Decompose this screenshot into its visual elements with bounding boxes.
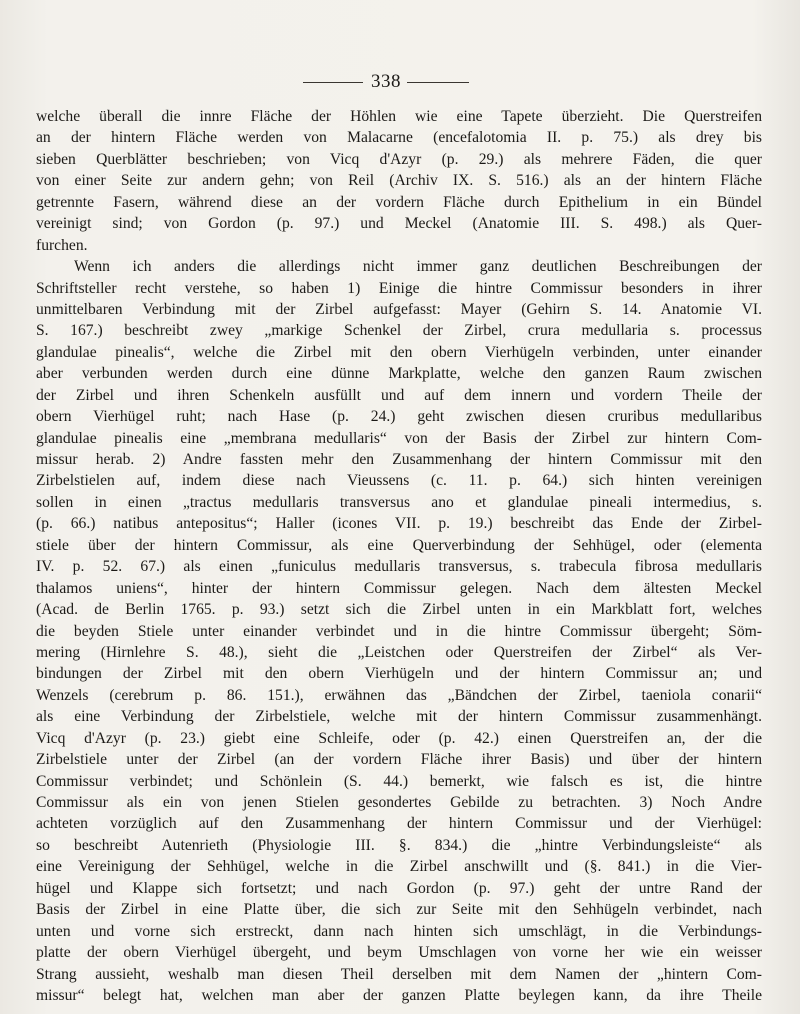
text-line: (p. 66.) natibus antepositus“; Haller (icones VII. p. 19.) beschreibt das Ende der Zirbel-	[36, 515, 762, 533]
text-line: missur“ belegt hat, welchen man aber der ganzen Platte beylegen kann, da ihre Theile	[36, 986, 762, 1004]
text-line: unmittelbaren Verbindung mit der Zirbel aufgefasst: Mayer (Gehirn S. 14. Anatomie VI.	[36, 300, 762, 318]
text-line: an der hintern Fläche werden von Malacarne (encefalotomia II. p. 75.) als drey bis	[36, 129, 762, 147]
text-line: missur herab. 2) Andre fassten mehr den Zusammenhang der hintern Commissur mit den	[36, 451, 762, 468]
text-line: von einer Seite zur andern gehn; von Reil (Archiv IX. S. 516.) als an der hintern Fläche	[36, 172, 762, 190]
text-line: stiele über der hintern Commissur, als eine Querverbindung der Sehhügel, oder (elementa	[36, 536, 762, 554]
text-line: (Acad. de Berlin 1765. p. 93.) setzt sich die Zirbel unten in ein Markblatt fort, welches	[36, 601, 762, 619]
text-line: S. 167.) beschreibt zwey „markige Schenkel der Zirbel, crura medullaria s. processus	[36, 322, 762, 340]
text-line: hügel und Klappe sich fortsetzt; und nach Gordon (p. 97.) geht der untre Rand der	[36, 879, 762, 897]
text-line: furchen.	[36, 236, 88, 254]
text-line: Wenn ich anders die allerdings nicht immer ganz deutlichen Beschreibungen der	[74, 258, 762, 276]
text-line: Wenzels (cerebrum p. 86. 151.), erwähnen das „Bändchen der Zirbel, taeniola conarii“	[36, 686, 762, 704]
header-rule-right	[407, 82, 469, 83]
page-header	[0, 70, 800, 94]
text-line: Zirbelstiele unter der Zirbel (an der vordern Fläche ihrer Basis) und über der hintern	[36, 751, 762, 769]
text-line: thalamos uniens“, hinter der hintern Commissur gelegen. Nach dem ältesten Meckel	[36, 579, 762, 597]
text-line: so beschreibt Autenrieth (Physiologie III. §. 834.) die „hintre Verbindungsleiste“ als	[36, 836, 762, 854]
text-line: achteten vorzüglich auf den Zusammenhang der hintern Commissur und der Vierhügel:	[36, 815, 762, 833]
text-line: mering (Hirnlehre S. 48.), sieht die „Leistchen oder Querstreifen der Zirbel“ als Ver-	[36, 643, 762, 661]
text-line: glandulae pinealis eine „membrana medullaris“ von der Basis der Zirbel zur hintern Com-	[36, 429, 762, 447]
text-line: sieben Querblätter beschrieben; von Vicq d'Azyr (p. 29.) als mehrere Fäden, die quer	[36, 150, 762, 168]
text-line: bindungen der Zirbel mit den obern Vierhügeln und der hintern Commissur an; und	[36, 665, 762, 683]
text-line: getrennte Fasern, während diese an der vordern Fläche durch Epithelium in ein Bündel	[36, 193, 762, 211]
text-line: aber verbunden werden durch eine dünne Markplatte, welche den ganzen Raum zwischen	[36, 365, 762, 383]
text-line: obern Vierhügel ruht; nach Hase (p. 24.) geht zwischen diesen cruribus medullaribus	[36, 408, 762, 426]
text-line: als eine Verbindung der Zirbelstiele, welche mit der hintern Commissur zusammenhängt.	[36, 708, 762, 726]
text-line: glandulae pinealis“, welche die Zirbel mit den obern Vierhügeln verbinden, unter einander	[36, 343, 762, 361]
text-line: Basis der Zirbel in eine Platte über, die sich zur Seite mit den Sehhügeln verbindet, nach	[36, 901, 762, 919]
text-line: IV. p. 52. 67.) als einen „funiculus medullaris transversus, s. trabecula fibrosa medullaris	[36, 558, 762, 576]
page-number: 338	[371, 71, 401, 92]
text-line: Commissur als ein von jenen Stielen gesondertes Gebilde zu betrachten. 3) Noch Andre	[36, 794, 762, 811]
body-text	[36, 106, 762, 1006]
text-line: die beyden Stiele unter einander verbindet und in die hintre Commissur übergeht; Söm-	[36, 622, 762, 640]
text-line: Vicq d'Azyr (p. 23.) giebt eine Schleife, oder (p. 42.) einen Querstreifen an, der die	[36, 729, 762, 747]
text-line: Commissur verbindet; und Schönlein (S. 44.) bemerkt, wie falsch es ist, die hintre	[36, 772, 762, 790]
text-line: sollen in einen „tractus medullaris transversus ano et glandulae pineali intermedius, s.	[36, 493, 762, 511]
header-rule-left	[303, 82, 363, 83]
text-line: eine Vereinigung der Sehhügel, welche in die Zirbel anschwillt und (§. 841.) in die Vier-	[36, 858, 762, 876]
text-line: der Zirbel und ihren Schenkeln ausfüllt und auf dem innern und vordern Theile der	[36, 386, 762, 404]
text-line: unten und vorne sich erstreckt, dann nach hinten sich umschlägt, in die Verbindungs-	[36, 922, 762, 940]
text-line: platte der obern Vierhügel übergeht, und beym Umschlagen von vorne her wie ein weisser	[36, 944, 762, 962]
text-line: Schriftsteller recht verstehe, so haben 1) Einige die hintre Commissur besonders in ihrer	[36, 279, 762, 297]
text-line: Strang aussieht, weshalb man diesen Theil derselben mit dem Namen der „hintern Com-	[36, 965, 762, 983]
text-line: Zirbelstielen auf, indem diese nach Vieussens (c. 11. p. 64.) sich hinten vereinigen	[36, 472, 762, 490]
text-line: welche überall die innre Fläche der Höhlen wie eine Tapete überzieht. Die Querstreifen	[36, 108, 762, 125]
text-line: vereinigt sind; von Gordon (p. 97.) und Meckel (Anatomie III. S. 498.) als Quer-	[36, 215, 762, 233]
